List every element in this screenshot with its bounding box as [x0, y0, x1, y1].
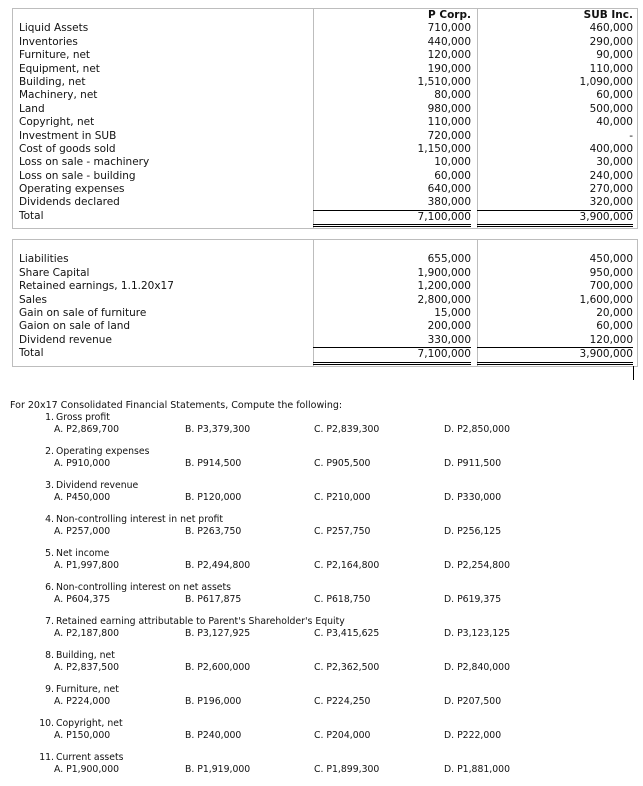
option-c: C. P204,000	[314, 730, 371, 741]
trial-balance-credits-table	[12, 239, 638, 367]
option-d: D. P1,881,000	[444, 764, 510, 775]
table-row: Operating expenses 640,000 270,000	[19, 183, 633, 196]
question-item	[0, 582, 643, 612]
question-number: 7.	[45, 616, 54, 627]
option-d: D. P2,850,000	[444, 424, 510, 435]
option-d: D. P2,840,000	[444, 662, 510, 673]
question-number: 11.	[39, 752, 54, 763]
table-row: Inventories 440,000 290,000	[19, 35, 633, 48]
option-c: C. P224,250	[314, 696, 371, 707]
option-c: C. P618,750	[314, 594, 371, 605]
table-row: Copyright, net 110,000 40,000	[19, 116, 633, 129]
question-text: Non-controlling interest in net profit	[56, 514, 224, 525]
question-text: Copyright, net	[56, 718, 123, 729]
question-item	[0, 480, 643, 510]
option-b: B. P2,494,800	[185, 560, 251, 571]
table-row: Machinery, net 80,000 60,000	[19, 89, 633, 102]
question-text: Net income	[56, 548, 110, 559]
table-row: Dividend revenue 330,000 120,000	[13, 334, 637, 347]
question-item	[0, 616, 643, 646]
question-number: 5.	[45, 548, 54, 559]
question-number: 6.	[45, 582, 54, 593]
option-c: C. P2,839,300	[314, 424, 380, 435]
table-row: Sales 2,800,000 1,600,000	[19, 293, 633, 306]
option-a: A. P2,869,700	[54, 424, 120, 435]
option-a: A. P224,000	[54, 696, 111, 707]
table-row: Retained earnings, 1.1.20x17 1,200,000 700,000	[19, 280, 633, 293]
table-total-row: Total 7,100,000 3,900,000	[13, 347, 637, 360]
option-b: B. P1,919,000	[185, 764, 251, 775]
question-item	[0, 548, 643, 578]
option-d: D. P619,375	[444, 594, 502, 605]
table-row: Share Capital 1,900,000 950,000	[19, 266, 633, 279]
question-item	[0, 718, 643, 748]
table-total-row: Total 7,100,000 3,900,000	[13, 210, 637, 223]
table-spacer-row	[13, 240, 637, 253]
option-a: A. P2,837,500	[54, 662, 120, 673]
option-c: C. P210,000	[314, 492, 371, 503]
question-text: Retained earning attributable to Parent's Shareholder's Equity	[56, 616, 345, 627]
text-cursor	[633, 366, 634, 380]
option-d: D. P911,500	[444, 458, 502, 469]
option-c: C. P257,750	[314, 526, 371, 537]
option-c: C. P2,362,500	[314, 662, 380, 673]
option-b: B. P240,000	[185, 730, 242, 741]
table-row: Equipment, net 190,000 110,000	[19, 62, 633, 75]
option-b: B. P2,600,000	[185, 662, 251, 673]
option-d: D. P222,000	[444, 730, 502, 741]
option-c: C. P905,500	[314, 458, 371, 469]
question-item	[0, 446, 643, 476]
questions-intro: For 20x17 Consolidated Financial Statements, Compute the following:	[10, 400, 343, 411]
option-a: A. P450,000	[54, 492, 111, 503]
option-b: B. P914,500	[185, 458, 242, 469]
question-text: Dividend revenue	[56, 480, 139, 491]
question-number: 3.	[45, 480, 54, 491]
option-a: A. P1,900,000	[54, 764, 120, 775]
option-b: B. P120,000	[185, 492, 242, 503]
option-b: B. P263,750	[185, 526, 242, 537]
option-b: B. P196,000	[185, 696, 242, 707]
option-a: A. P2,187,800	[54, 628, 120, 639]
table-row: Dividends declared 380,000 320,000	[13, 196, 637, 209]
option-d: D. P207,500	[444, 696, 502, 707]
question-number: 8.	[45, 650, 54, 661]
option-a: A. P604,375	[54, 594, 111, 605]
table-header-row	[13, 9, 637, 22]
table-row: Loss on sale - machinery 10,000 30,000	[19, 156, 633, 169]
question-item	[0, 684, 643, 714]
option-a: A. P1,997,800	[54, 560, 120, 571]
option-b: B. P3,127,925	[185, 628, 251, 639]
option-c: C. P3,415,625	[314, 628, 380, 639]
option-d: D. P2,254,800	[444, 560, 510, 571]
option-d: D. P256,125	[444, 526, 502, 537]
question-text: Current assets	[56, 752, 124, 763]
table-row: Cost of goods sold 1,150,000 400,000	[19, 142, 633, 155]
question-text: Gross profit	[56, 412, 110, 423]
option-d: D. P3,123,125	[444, 628, 510, 639]
option-c: C. P2,164,800	[314, 560, 380, 571]
table-row: Furniture, net 120,000 90,000	[19, 49, 633, 62]
option-b: B. P3,379,300	[185, 424, 251, 435]
table-row: Loss on sale - building 60,000 240,000	[19, 169, 633, 182]
question-number: 1.	[45, 412, 54, 423]
question-item	[0, 412, 643, 442]
sub-inc-header: SUB Inc.	[583, 9, 633, 21]
table-row: Investment in SUB 720,000 -	[19, 129, 633, 142]
question-item	[0, 752, 643, 782]
table-row: Liabilities 655,000 450,000	[19, 253, 633, 266]
option-a: A. P150,000	[54, 730, 111, 741]
option-d: D. P330,000	[444, 492, 502, 503]
question-number: 9.	[45, 684, 54, 695]
question-text: Building, net	[56, 650, 115, 661]
option-a: A. P910,000	[54, 458, 111, 469]
table-row: Liquid Assets 710,000 460,000	[19, 22, 633, 35]
table-row: Building, net 1,510,000 1,090,000	[19, 75, 633, 88]
question-item	[0, 514, 643, 544]
option-c: C. P1,899,300	[314, 764, 380, 775]
table-row: Land 980,000 500,000	[19, 102, 633, 115]
question-number: 2.	[45, 446, 54, 457]
option-b: B. P617,875	[185, 594, 242, 605]
option-a: A. P257,000	[54, 526, 111, 537]
table-row: Gain on sale of furniture 15,000 20,000	[19, 306, 633, 319]
question-number: 4.	[45, 514, 54, 525]
p-corp-header: P Corp.	[428, 9, 471, 21]
question-item	[0, 650, 643, 680]
trial-balance-debits-table	[12, 8, 638, 229]
question-number: 10.	[39, 718, 54, 729]
question-text: Operating expenses	[56, 446, 150, 457]
question-text: Non-controlling interest on net assets	[56, 582, 231, 593]
question-text: Furniture, net	[56, 684, 119, 695]
table-row: Gaion on sale of land 200,000 60,000	[19, 320, 633, 333]
